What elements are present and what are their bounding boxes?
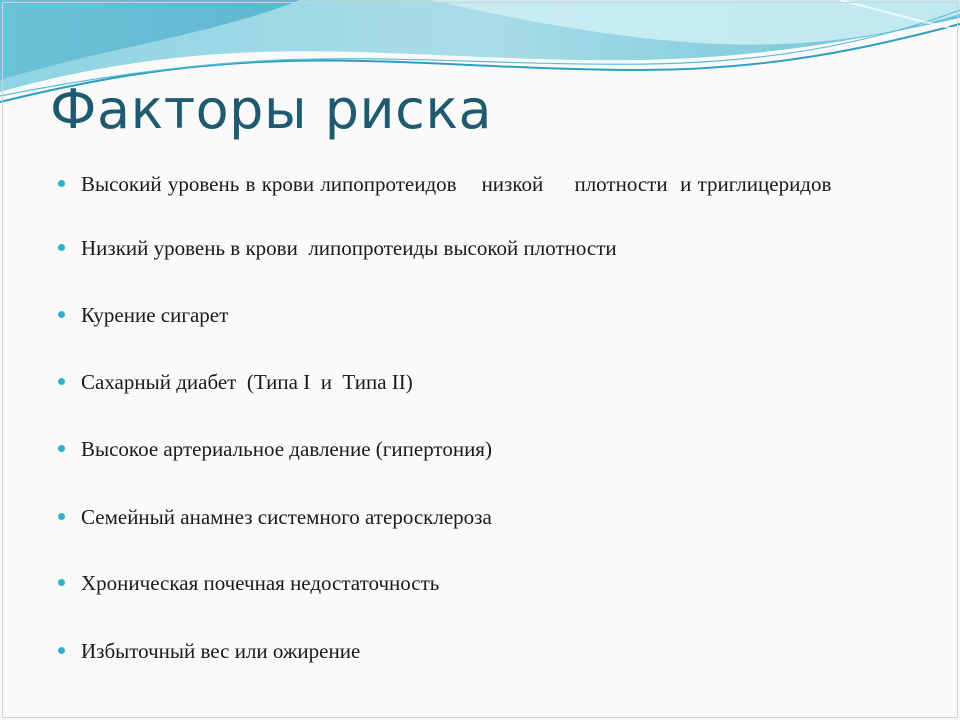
bullet-icon bbox=[58, 378, 65, 385]
list-item bbox=[58, 638, 838, 665]
list-item-text: Курение сигарет bbox=[81, 303, 229, 327]
list-item bbox=[58, 302, 838, 329]
slide-title: Факторы риска bbox=[50, 78, 493, 141]
list-item-text: Хроническая почечная недостаточность bbox=[81, 571, 440, 595]
list-item-text: Высокий уровень в крови липопротеидов низкой плотности и триглицеридов bbox=[81, 172, 832, 196]
list-item bbox=[58, 504, 838, 531]
list-item bbox=[58, 570, 838, 597]
list-item bbox=[58, 171, 838, 198]
bullet-icon bbox=[58, 244, 65, 251]
list-item-text: Низкий уровень в крови липопротеиды высокой плотности bbox=[81, 236, 617, 260]
list-item bbox=[58, 235, 838, 262]
list-item-text: Семейный анамнез системного атеросклероза bbox=[81, 505, 492, 529]
bullet-icon bbox=[58, 445, 65, 452]
bullet-icon bbox=[58, 513, 65, 520]
list-item bbox=[58, 436, 838, 463]
bullet-icon bbox=[58, 180, 65, 187]
bullet-icon bbox=[58, 579, 65, 586]
bullet-icon bbox=[58, 311, 65, 318]
list-item bbox=[58, 369, 838, 396]
list-item-text: Избыточный вес или ожирение bbox=[81, 639, 361, 663]
list-item-text: Сахарный диабет (Типа I и Типа II) bbox=[81, 370, 413, 394]
bullet-icon bbox=[58, 647, 65, 654]
list-item-text: Высокое артериальное давление (гипертония) bbox=[81, 437, 492, 461]
